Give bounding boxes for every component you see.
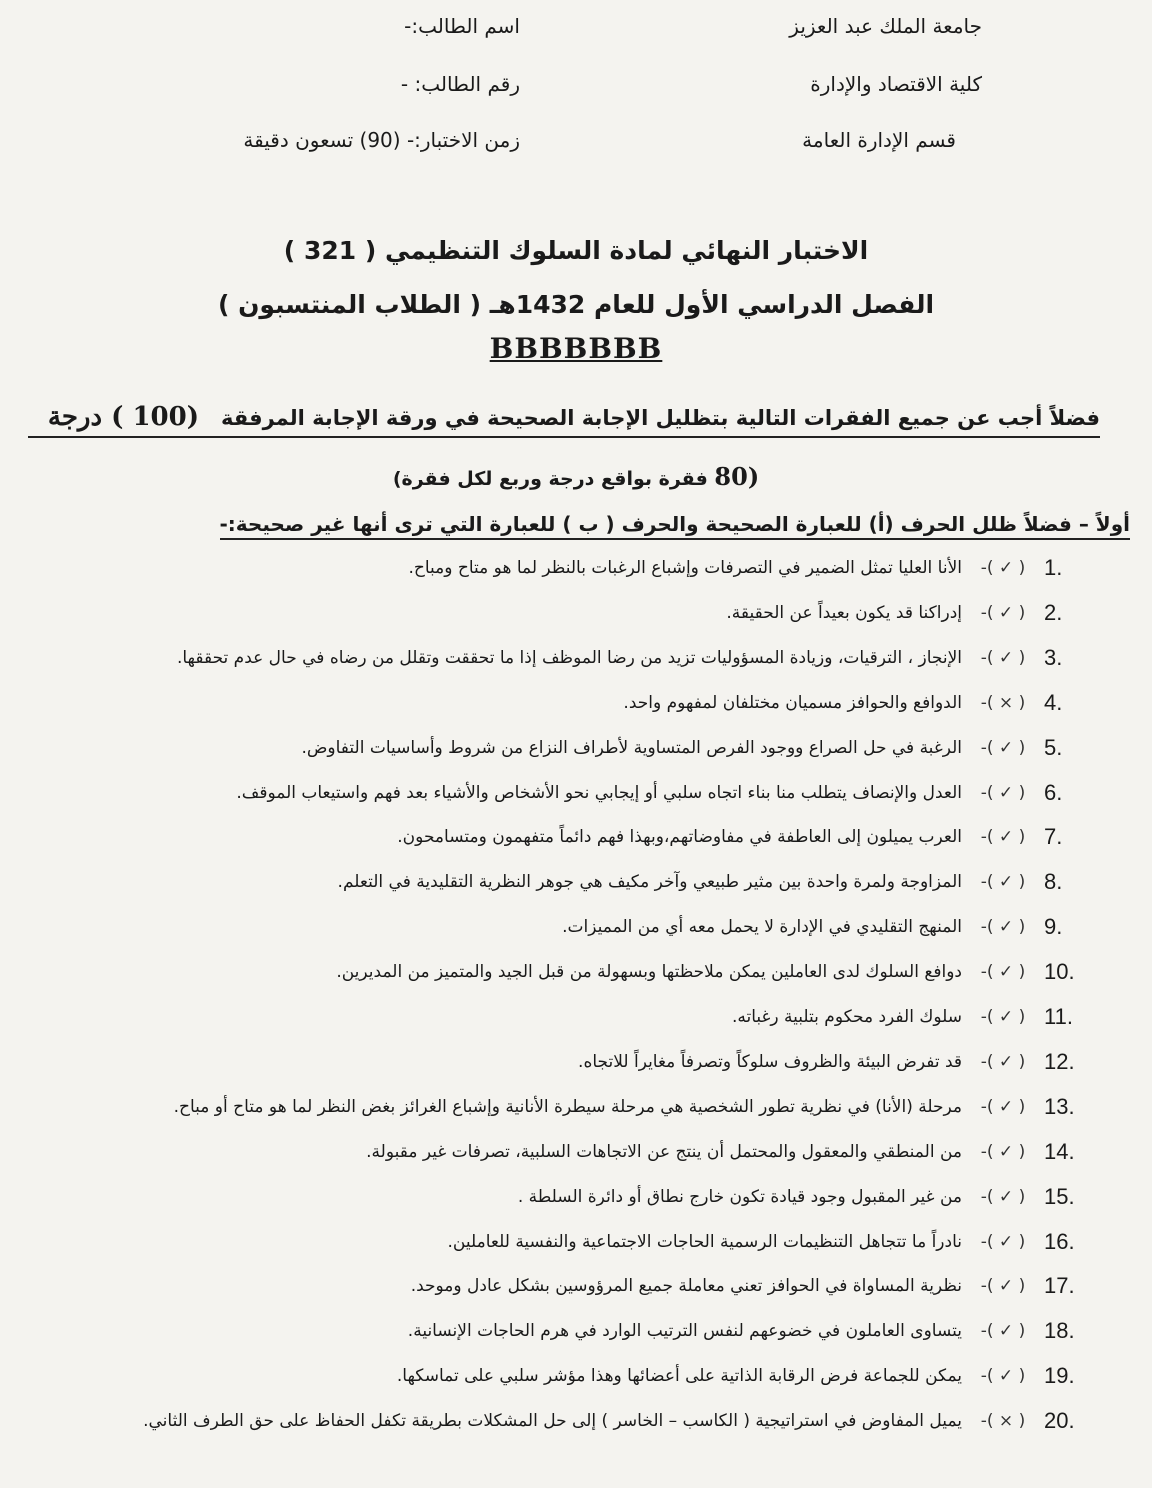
question-number: 16. [1044,1228,1075,1254]
question-text: الإنجاز ، الترقيات، وزيادة المسؤوليات تزيد من رضا الموظف إذا ما تحققت وتقلل من رضاه في حال عدم تحققها. [176,647,962,668]
answer-mark: ( ✓ )- [980,1366,1026,1387]
question-text: المزاوجة ولمرة واحدة بين مثير طبيعي وآخر مكيف هي جوهر النظرية التقليدية في التعلم. [337,872,962,893]
exam-time-label: زمن الاختبار:- (90) تسعون دقيقة [243,128,520,152]
answer-mark: ( ✓ )- [980,1007,1026,1027]
question-number: 20. [1044,1408,1075,1434]
university-name: جامعة الملك عبد العزيز [789,14,982,38]
answer-mark: ( ✓ )- [980,917,1026,938]
answer-mark: ( ✓ )- [980,827,1026,848]
question-number: 5. [1044,734,1063,760]
instructions-text: فضلاً أجب عن جميع الفقرات التالية بتظليل الإجابة الصحيحة في ورقة الإجابة المرفقة [220,406,1100,430]
question-text: إدراكنا قد يكون بعيداً عن الحقيقة. [726,602,962,623]
question-text: الأنا العليا تمثل الضمير في التصرفات وإشباع الرغبات بالنظر لما هو متاح ومباح. [408,558,962,578]
section-heading: أولاً – فضلاً ظلل الحرف (أ) للعبارة الصحيحة والحرف ( ب ) للعبارة التي ترى أنها غير صحيحة:- [220,512,1131,540]
question-text: من غير المقبول وجود قيادة تكون خارج نطاق أو دائرة السلطة . [517,1186,962,1207]
question-number: 1. [1044,555,1063,580]
question-text: مرحلة (الأنا) في نظرية تطور الشخصية هي مرحلة سيطرة الأنانية وإشباع الغرائز بغض النظر لما هو متاح أو مباح. [173,1096,962,1117]
question-text: قد تفرض البيئة والظروف سلوكاً وتصرفاً مغايراً للاتجاه. [578,1051,962,1072]
department-name: قسم الإدارة العامة [802,128,956,152]
question-text: يمكن للجماعة فرض الرقابة الذاتية على أعضائها وهذا مؤشر سلبي على تماسكها. [396,1366,962,1387]
question-number: 7. [1044,824,1063,850]
question-number: 12. [1044,1048,1075,1074]
question-item [174,1089,1114,1125]
answer-mark: ( ✓ )- [980,1186,1026,1207]
question-item [301,730,1114,766]
answer-mark: ( ✓ )- [980,647,1026,668]
question-number: 18. [1044,1318,1075,1344]
question-item [726,595,1114,631]
question-number: 19. [1044,1363,1075,1389]
question-item [448,1224,1114,1260]
student-number-label: رقم الطالب: - [400,72,520,96]
question-text: الرغبة في حل الصراع ووجود الفرص المتساوية لأطراف النزاع من شروط وأساسيات التفاوض. [301,737,962,758]
answer-mark: ( ✓ )- [980,1276,1026,1297]
answer-mark: ( ✓ )- [980,1051,1026,1072]
answer-mark: ( × )- [980,1411,1026,1432]
question-number: 11. [1044,1004,1073,1029]
question-number: 9. [1044,914,1063,940]
question-item [143,1403,1114,1439]
answer-mark: ( ✓ )- [980,1141,1026,1162]
question-number: 4. [1044,689,1063,715]
total-marks: (100 ) درجة [47,402,200,432]
instructions-sub [0,462,1152,491]
question-item [562,909,1114,945]
answer-mark: ( ✓ )- [980,602,1026,623]
question-item [408,1313,1114,1349]
question-item [177,640,1114,676]
question-number: 2. [1044,599,1063,625]
answer-mark: ( ✓ )- [980,872,1026,893]
answer-mark: ( ✓ )- [980,558,1026,578]
question-number: 15. [1044,1183,1075,1209]
item-count: (80 [714,462,760,491]
question-item [411,1268,1114,1304]
question-item [338,864,1114,900]
answer-mark: ( ✓ )- [980,782,1026,803]
answer-mark: ( ✓ )- [980,1231,1026,1252]
answer-mark: ( ✓ )- [980,1096,1026,1117]
question-text: يتساوى العاملون في خضوعهم لنفس الترتيب الوارد في هرم الحاجات الإنسانية. [407,1321,962,1342]
question-text: نظرية المساواة في الحوافز تعني معاملة جميع المرؤوسين بشكل عادل وموحد. [410,1276,962,1297]
answer-mark: ( ✓ )- [980,737,1026,758]
question-number: 6. [1044,779,1063,805]
question-text: سلوك الفرد محكوم بتلبية رغباته. [731,1007,962,1027]
answer-mark: ( × )- [980,692,1026,713]
question-text: العدل والإنصاف يتطلب منا بناء اتجاه سلبي أو إيجابي نحو الأشخاص والأشياء بعد فهم واستيعاب الموقف. [236,782,962,803]
question-item [623,685,1114,721]
question-text: نادراً ما تتجاهل التنظيمات الرسمية الحاجات الاجتماعية والنفسية للعاملين. [447,1231,962,1252]
college-name: كلية الاقتصاد والإدارة [810,72,982,96]
student-name-label: اسم الطالب:- [404,14,520,38]
question-text: دوافع السلوك لدى العاملين يمكن ملاحظتها وبسهولة من قبل الجيد والمتميز من المديرين. [336,962,962,983]
question-text: الدوافع والحوافز مسميان مختلفان لمفهوم واحد. [623,692,962,713]
question-text: المنهج التقليدي في الإدارة لا يحمل معه أي من المميزات. [562,917,962,938]
question-item [732,999,1114,1035]
question-text: من المنطقي والمعقول والمحتمل أن ينتج عن الاتجاهات السلبية، تصرفات غير مقبولة. [366,1141,962,1162]
question-item [397,1358,1114,1394]
question-item [336,954,1114,990]
question-text: يميل المفاوض في استراتيجية ( الكاسب – الخاسر ) إلى حل المشكلات بطريقة تكفل الحفاظ على حق الطرف الثاني. [143,1411,962,1432]
exam-title: الاختبار النهائي لمادة السلوك التنظيمي ( 321 ) [283,236,869,265]
question-item [236,775,1114,811]
question-number: 8. [1044,869,1063,895]
question-number: 3. [1044,644,1063,670]
question-number: 14. [1044,1138,1075,1164]
question-item [366,1134,1114,1170]
instructions [28,402,1100,438]
exam-version-code: BBBBBBB [489,332,663,365]
item-weight-text: فقرة بواقع درجة وربع لكل فقرة) [392,468,708,490]
answer-mark: ( ✓ )- [980,1321,1026,1342]
question-number: 17. [1044,1273,1075,1299]
question-item [578,1044,1114,1080]
question-number: 10. [1044,959,1075,985]
question-text: العرب يميلون إلى العاطفة في مفاوضاتهم،وبهذا فهم دائماً متفهمون ومتسامحون. [397,827,962,848]
semester-title: الفصل الدراسي الأول للعام 1432هـ ( الطلاب المنتسبون ) [217,290,935,319]
question-item [397,819,1114,855]
question-item [408,550,1114,586]
question-item [518,1179,1114,1215]
answer-mark: ( ✓ )- [980,962,1026,983]
question-number: 13. [1044,1093,1075,1119]
